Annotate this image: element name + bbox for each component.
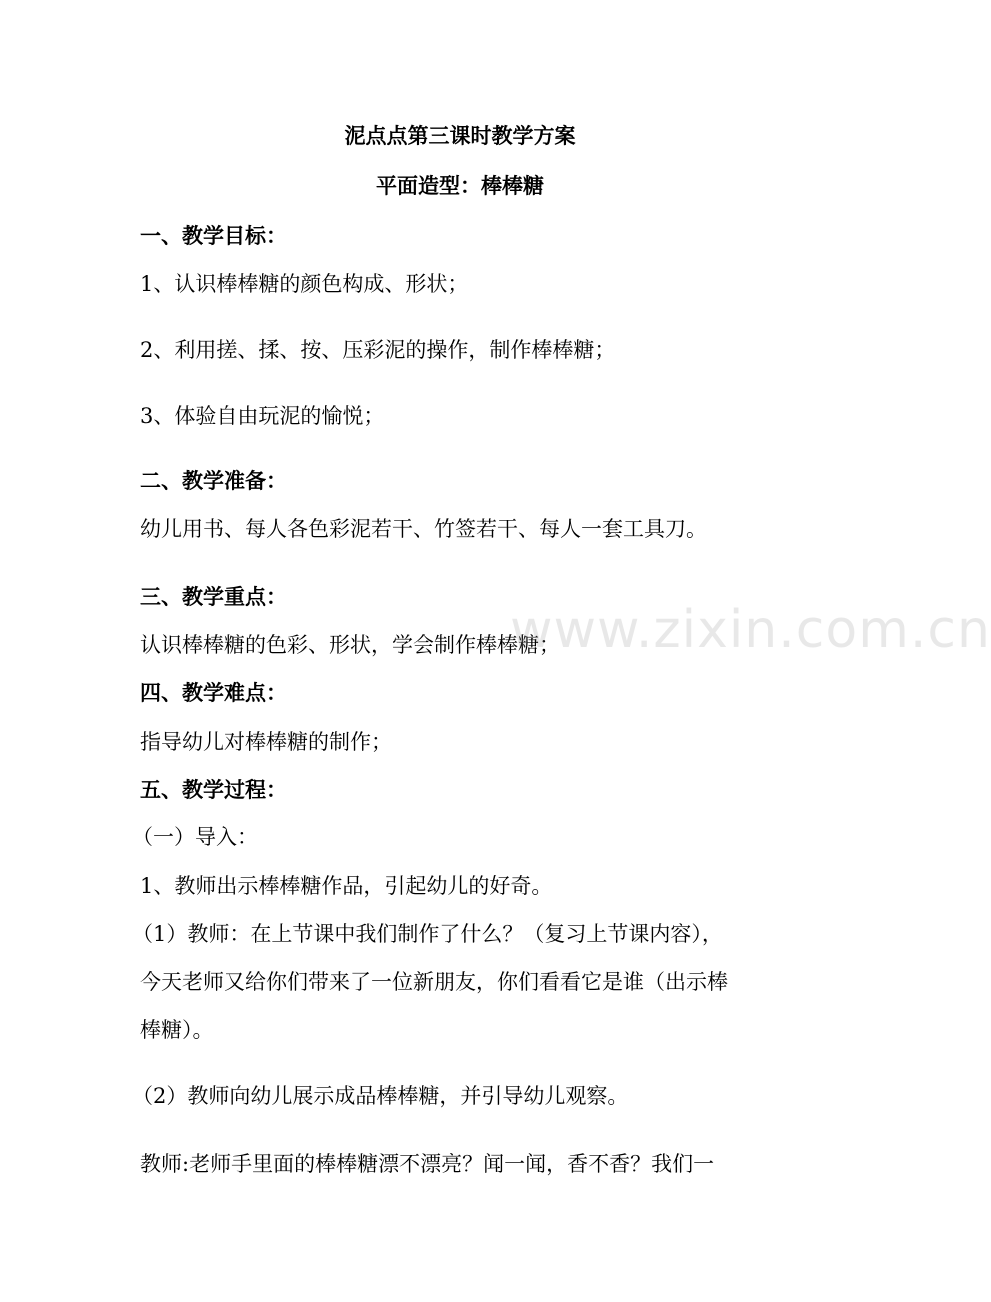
process-paragraph-1-line-2: 今天老师又给你们带来了一位新朋友，你们看看它是谁（出示棒 [140, 970, 728, 994]
section-heading-preparation: 二、教学准备： [140, 469, 287, 493]
goal-item-3: 3、体验自由玩泥的愉悦； [140, 404, 385, 428]
section-heading-difficulty: 四、教学难点： [140, 681, 287, 705]
goal-item-2: 2、利用搓、揉、按、压彩泥的操作，制作棒棒糖； [140, 338, 616, 362]
document-title: 泥点点第三课时教学方案 [344, 124, 576, 148]
section-heading-goals: 一、教学目标： [140, 224, 287, 248]
process-paragraph-1-line-3: 棒糖）。 [140, 1018, 214, 1042]
preparation-text: 幼儿用书、每人各色彩泥若干、竹签若干、每人一套工具刀。 [140, 517, 707, 541]
section-heading-focus: 三、教学重点： [140, 585, 287, 609]
process-paragraph-3: 教师:老师手里面的棒棒糖漂不漂亮？闻一闻，香不香？我们一 [140, 1152, 715, 1176]
focus-text: 认识棒棒糖的色彩、形状，学会制作棒棒糖； [140, 633, 560, 657]
difficulty-text: 指导幼儿对棒棒糖的制作； [140, 730, 392, 754]
goal-item-1: 1、认识棒棒糖的颜色构成、形状； [140, 272, 469, 296]
section-heading-process: 五、教学过程： [140, 778, 287, 802]
process-paragraph-2: （2）教师向幼儿展示成品棒棒糖，并引导幼儿观察。 [132, 1084, 629, 1108]
process-subheading: （一）导入： [132, 825, 258, 849]
document-subtitle: 平面造型：棒棒糖 [376, 174, 544, 198]
process-step-1: 1、教师出示棒棒糖作品，引起幼儿的好奇。 [140, 874, 553, 898]
watermark: www.zixin.com.cn [510, 600, 991, 660]
process-paragraph-1-line-1: （1）教师：在上节课中我们制作了什么？（复习上节课内容）， [132, 922, 723, 946]
